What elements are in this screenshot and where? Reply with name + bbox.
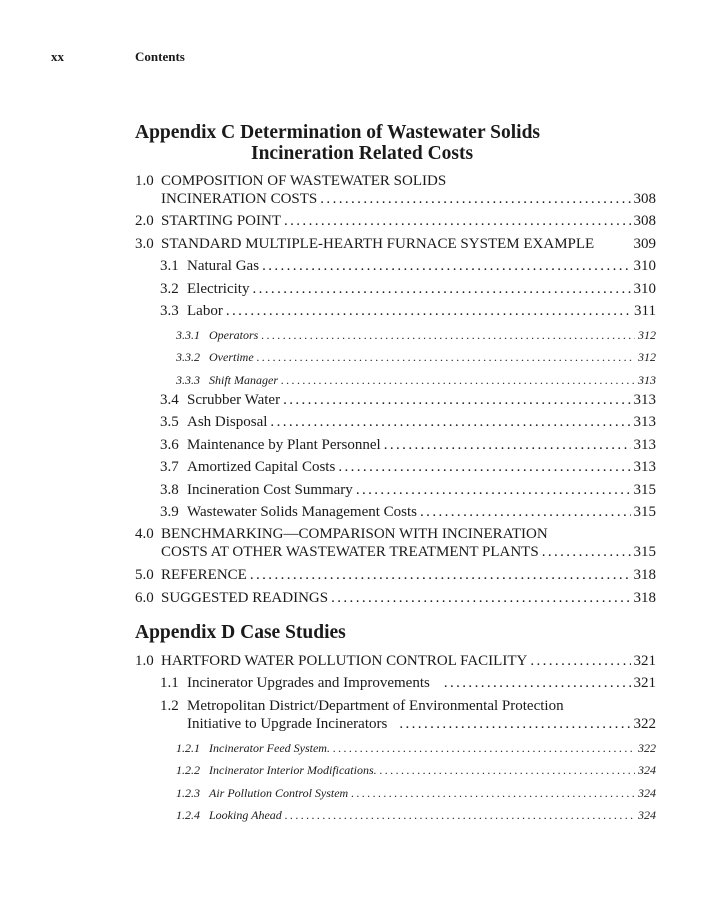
- toc-number: 1.0: [135, 653, 154, 669]
- dot-leader: [284, 212, 631, 230]
- toc-text: Initiative to Upgrade Incinerators: [187, 716, 388, 732]
- toc-page-number: 308: [633, 213, 656, 229]
- toc-page-number: 310: [633, 281, 656, 297]
- toc-number: 6.0: [135, 590, 154, 606]
- dot-leader: [285, 806, 635, 824]
- toc-page-number: 321: [633, 675, 656, 691]
- toc-entry-c-3-3-1[interactable]: [176, 326, 656, 344]
- toc-number: 3.6: [160, 437, 179, 453]
- dot-leader: [380, 761, 635, 779]
- dot-leader: [338, 458, 630, 476]
- toc-text: COSTS AT OTHER WASTEWATER TREATMENT PLANTS: [161, 544, 539, 560]
- dot-leader: [320, 190, 630, 208]
- toc-entry-c-3-7[interactable]: [160, 458, 656, 476]
- toc-page-number: 313: [633, 459, 656, 475]
- toc-text: Incinerator Interior Modifications.: [209, 763, 377, 777]
- dot-leader: [384, 436, 631, 454]
- toc-text: Natural Gas: [187, 258, 260, 274]
- dot-leader: [270, 413, 630, 431]
- toc-number: 1.1: [160, 675, 179, 691]
- dot-leader: [261, 326, 635, 344]
- appendix-c-title: [135, 122, 540, 164]
- toc-text: Air Pollution Control System: [209, 786, 349, 800]
- toc-entry-c-3-1[interactable]: [160, 257, 656, 275]
- dot-leader: [257, 348, 635, 366]
- toc-entry-c-3-9[interactable]: [160, 503, 656, 521]
- toc-page-number: 313: [638, 373, 656, 387]
- toc-entry-c-3-0[interactable]: [135, 235, 656, 253]
- dot-leader: [226, 302, 631, 320]
- toc-page-number: 322: [633, 716, 656, 732]
- dot-leader: [420, 503, 630, 521]
- toc-text: Scrubber Water: [187, 392, 281, 408]
- dot-leader: [252, 280, 630, 298]
- toc-text: BENCHMARKING—COMPARISON WITH INCINERATION: [161, 526, 548, 542]
- dot-leader: [331, 589, 630, 607]
- dot-leader: [530, 652, 630, 670]
- toc-page-number: 315: [633, 504, 656, 520]
- toc-page-number: 312: [638, 350, 656, 364]
- toc-text: Shift Manager: [209, 373, 278, 387]
- toc-number: 1.2.4: [176, 808, 200, 822]
- dot-leader: [250, 566, 631, 584]
- toc-number: 3.9: [160, 504, 179, 520]
- dot-leader: [283, 391, 630, 409]
- toc-entry-c-2-0[interactable]: [135, 212, 656, 230]
- dot-leader: [356, 481, 631, 499]
- toc-page-number: 310: [633, 258, 656, 274]
- toc-page-number: 315: [633, 482, 656, 498]
- toc-page-number: 313: [633, 414, 656, 430]
- toc-entry-d-1-2[interactable]: [160, 697, 656, 733]
- toc-number: 3.3.2: [176, 350, 200, 364]
- toc-number: 3.3.1: [176, 328, 200, 342]
- dot-leader: [262, 257, 630, 275]
- toc-entry-d-1-0[interactable]: [135, 652, 656, 670]
- toc-text: STARTING POINT: [161, 213, 281, 229]
- toc-entry-c-3-6[interactable]: [160, 436, 656, 454]
- toc-page-number: 322: [638, 741, 656, 755]
- toc-page-number: 308: [633, 191, 656, 207]
- toc-page-number: 313: [633, 392, 656, 408]
- toc-page-number: 318: [633, 590, 656, 606]
- toc-entry-d-1-1[interactable]: [160, 674, 656, 692]
- toc-text: Electricity: [187, 281, 250, 297]
- toc-text: Overtime: [209, 350, 254, 364]
- toc-text: Incinerator Feed System.: [209, 741, 330, 755]
- toc-text: STANDARD MULTIPLE-HEARTH FURNACE SYSTEM EXAMPLE: [161, 236, 595, 252]
- toc-entry-d-1-2-3[interactable]: [176, 784, 656, 802]
- toc-number: 1.2.1: [176, 741, 200, 755]
- toc-text: REFERENCE: [161, 567, 247, 583]
- running-title: Contents: [135, 49, 185, 64]
- toc-entry-c-3-8[interactable]: [160, 481, 656, 499]
- toc-entry-d-1-2-1[interactable]: [176, 739, 656, 757]
- toc-number: 1.2: [160, 698, 179, 714]
- toc-page-number: 311: [634, 303, 656, 319]
- toc-number: 3.8: [160, 482, 179, 498]
- toc-number: 3.3.3: [176, 373, 200, 387]
- running-head: [51, 49, 185, 65]
- dot-leader: [281, 371, 635, 389]
- toc-text: Labor: [187, 303, 223, 319]
- toc-number: 3.3: [160, 303, 179, 319]
- toc-text: Wastewater Solids Management Costs: [187, 504, 418, 520]
- toc-text: INCINERATION COSTS: [161, 191, 318, 207]
- toc-entry-d-1-2-4[interactable]: [176, 806, 656, 824]
- toc-page-number: 324: [638, 808, 656, 822]
- dot-leader: [333, 739, 635, 757]
- toc-text: Metropolitan District/Department of Environmental Protection: [187, 698, 564, 714]
- toc-number: 3.5: [160, 414, 179, 430]
- appendix-c-title-line2: Incineration Related Costs: [251, 143, 474, 164]
- dot-leader: [444, 674, 631, 692]
- toc-entry-c-3-3[interactable]: [160, 302, 656, 320]
- toc-page-number: 324: [638, 786, 656, 800]
- toc-text: Maintenance by Plant Personnel: [187, 437, 381, 453]
- toc-text: SUGGESTED READINGS: [161, 590, 329, 606]
- toc-page-number: 309: [633, 236, 656, 252]
- toc-page-number: 312: [638, 328, 656, 342]
- dot-leader: [399, 715, 630, 733]
- toc-number: 1.0: [135, 173, 154, 189]
- dot-leader: [351, 784, 635, 802]
- dot-leader: [542, 543, 631, 561]
- toc-number: 3.7: [160, 459, 179, 475]
- toc-text: Looking Ahead: [209, 808, 282, 822]
- toc-number: 3.0: [135, 236, 154, 252]
- toc-number: 5.0: [135, 567, 154, 583]
- toc-entry-c-1-0[interactable]: [135, 172, 656, 208]
- toc-page-number: 318: [633, 567, 656, 583]
- toc-text: Ash Disposal: [187, 414, 268, 430]
- toc-number: 1.2.2: [176, 763, 200, 777]
- toc-entry-c-3-4[interactable]: [160, 391, 656, 409]
- toc-number: 1.2.3: [176, 786, 200, 800]
- toc-entry-c-3-3-3[interactable]: [176, 371, 656, 389]
- toc-text: COMPOSITION OF WASTEWATER SOLIDS: [161, 173, 447, 189]
- appendix-d-title: Appendix D Case Studies: [135, 622, 346, 643]
- appendix-c-title-line1: Appendix C Determination of Wastewater Solids: [135, 122, 540, 143]
- toc-page-number: 313: [633, 437, 656, 453]
- toc-entry-c-4-0[interactable]: [135, 525, 656, 561]
- toc-page-number: 321: [633, 653, 656, 669]
- toc-entry-c-3-2[interactable]: [160, 280, 656, 298]
- toc-number: 3.4: [160, 392, 179, 408]
- toc-number: 3.2: [160, 281, 179, 297]
- page-folio: xx: [51, 49, 64, 64]
- toc-text: Operators: [209, 328, 259, 342]
- toc-number: 3.1: [160, 258, 179, 274]
- toc-page-number: 315: [633, 544, 656, 560]
- toc-text: Incinerator Upgrades and Improvements: [187, 675, 430, 691]
- toc-entry-c-5-0[interactable]: [135, 566, 656, 584]
- toc-entry-d-1-2-2[interactable]: [176, 761, 656, 779]
- toc-page-number: 324: [638, 763, 656, 777]
- toc-text: Incineration Cost Summary: [187, 482, 353, 498]
- toc-number: 4.0: [135, 526, 154, 542]
- toc-text: HARTFORD WATER POLLUTION CONTROL FACILITY: [161, 653, 528, 669]
- toc-text: Amortized Capital Costs: [187, 459, 336, 475]
- toc-entry-c-3-5[interactable]: [160, 413, 656, 431]
- toc-entry-c-3-3-2[interactable]: [176, 348, 656, 366]
- toc-number: 2.0: [135, 213, 154, 229]
- toc-entry-c-6-0[interactable]: [135, 589, 656, 607]
